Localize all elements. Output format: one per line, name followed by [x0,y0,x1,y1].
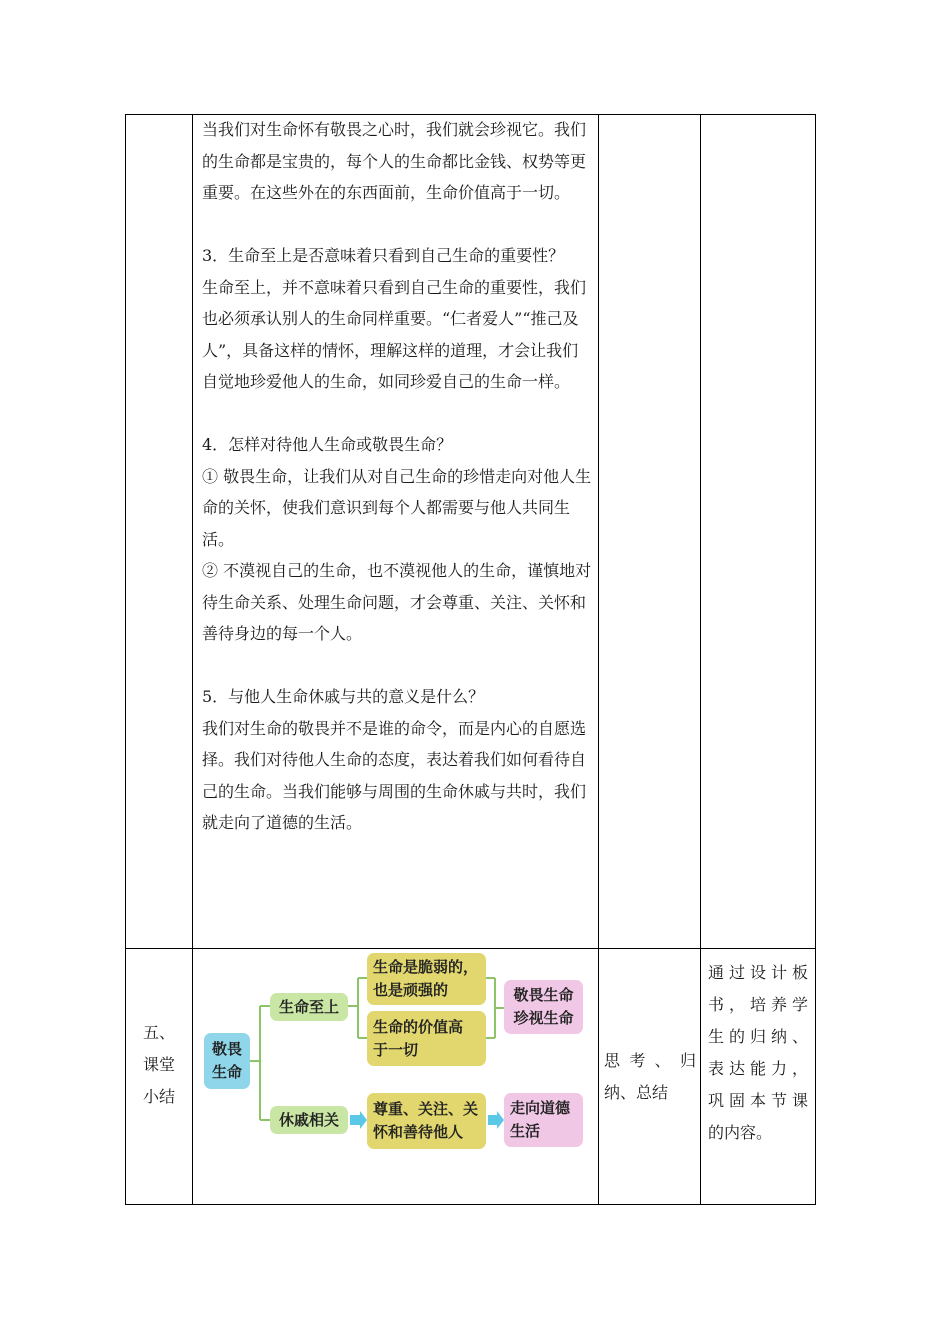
mindmap-leaf-3: 尊重、关注、关 怀和善待他人 [367,1093,486,1149]
mindmap-result-2: 走向道德 生活 [504,1093,583,1147]
question-heading: 4．怎样对待他人生命或敬畏生命？ [202,435,453,454]
paragraph: ① 敬畏生命，让我们从对自己生命的珍惜走向对他人生命的关怀，使我们意识到每个人都需要与他人共同生活。 [202,466,592,549]
question-heading: 3．生命至上是否意味着只看到自己生命的重要性？ [202,246,565,265]
intent-line: 表达能力， [708,1059,808,1078]
mindmap-leaf-2: 生命的价值高 于一切 [367,1011,486,1066]
arrow-icon [488,1111,504,1129]
mindmap-branch-2: 休戚相关 [270,1106,348,1134]
mindmap-result-1: 敬畏生命 珍视生命 [504,980,583,1034]
paragraph: ② 不漠视自己的生命，也不漠视他人的生命，谨慎地对待生命关系、处理生命问题，才会尊重、关注、关怀和善待身边的每一个人。 [202,561,592,643]
intent-line: 的内容。 [708,1123,773,1142]
intent-line: 巩固本节课 [708,1091,808,1110]
stage-line: 小结 [142,1087,175,1106]
paragraph: 当我们对生命怀有敬畏之心时，我们就会珍视它。我们的生命都是宝贵的，每个人的生命都比金钱、权势等更重要。在这些外在的东西面前，生命价值高于一切。 [202,120,587,202]
mindmap-root: 敬畏 生命 [204,1033,250,1089]
paragraph: 我们对生命的敬畏并不是谁的命令，而是内心的自愿选择。我们对待他人生命的态度，表达着我们如何看待自己的生命。当我们能够与周围的生命休戚与共时，我们就走向了道德的生活。 [202,718,587,832]
mindmap-branch-1: 生命至上 [270,993,348,1021]
intent-line: 生的归纳、 [708,1027,808,1046]
paragraph: 生命至上，并不意味着只看到自己生命的重要性，我们也必须承认别人的生命同样重要。“仁者爱人”“推己及人”，具备这样的情怀，理解这样的道理，才会让我们自觉地珍爱他人的生命，如同珍爱自己的生命一样。 [202,277,587,391]
activity-line: 纳、总结 [604,1083,669,1102]
activity-line: 思考、归 [604,1051,696,1070]
intent-line: 通过设计板 [708,963,808,982]
question-heading: 5．与他人生命休戚与共的意义是什么？ [202,687,485,706]
mindmap-leaf-1: 生命是脆弱的， 也是顽强的 [367,953,486,1005]
arrow-icon [350,1111,367,1129]
intent-line: 书，培养学 [708,995,808,1014]
stage-line: 课堂 [142,1055,175,1074]
stage-line: 五、 [142,1023,175,1042]
